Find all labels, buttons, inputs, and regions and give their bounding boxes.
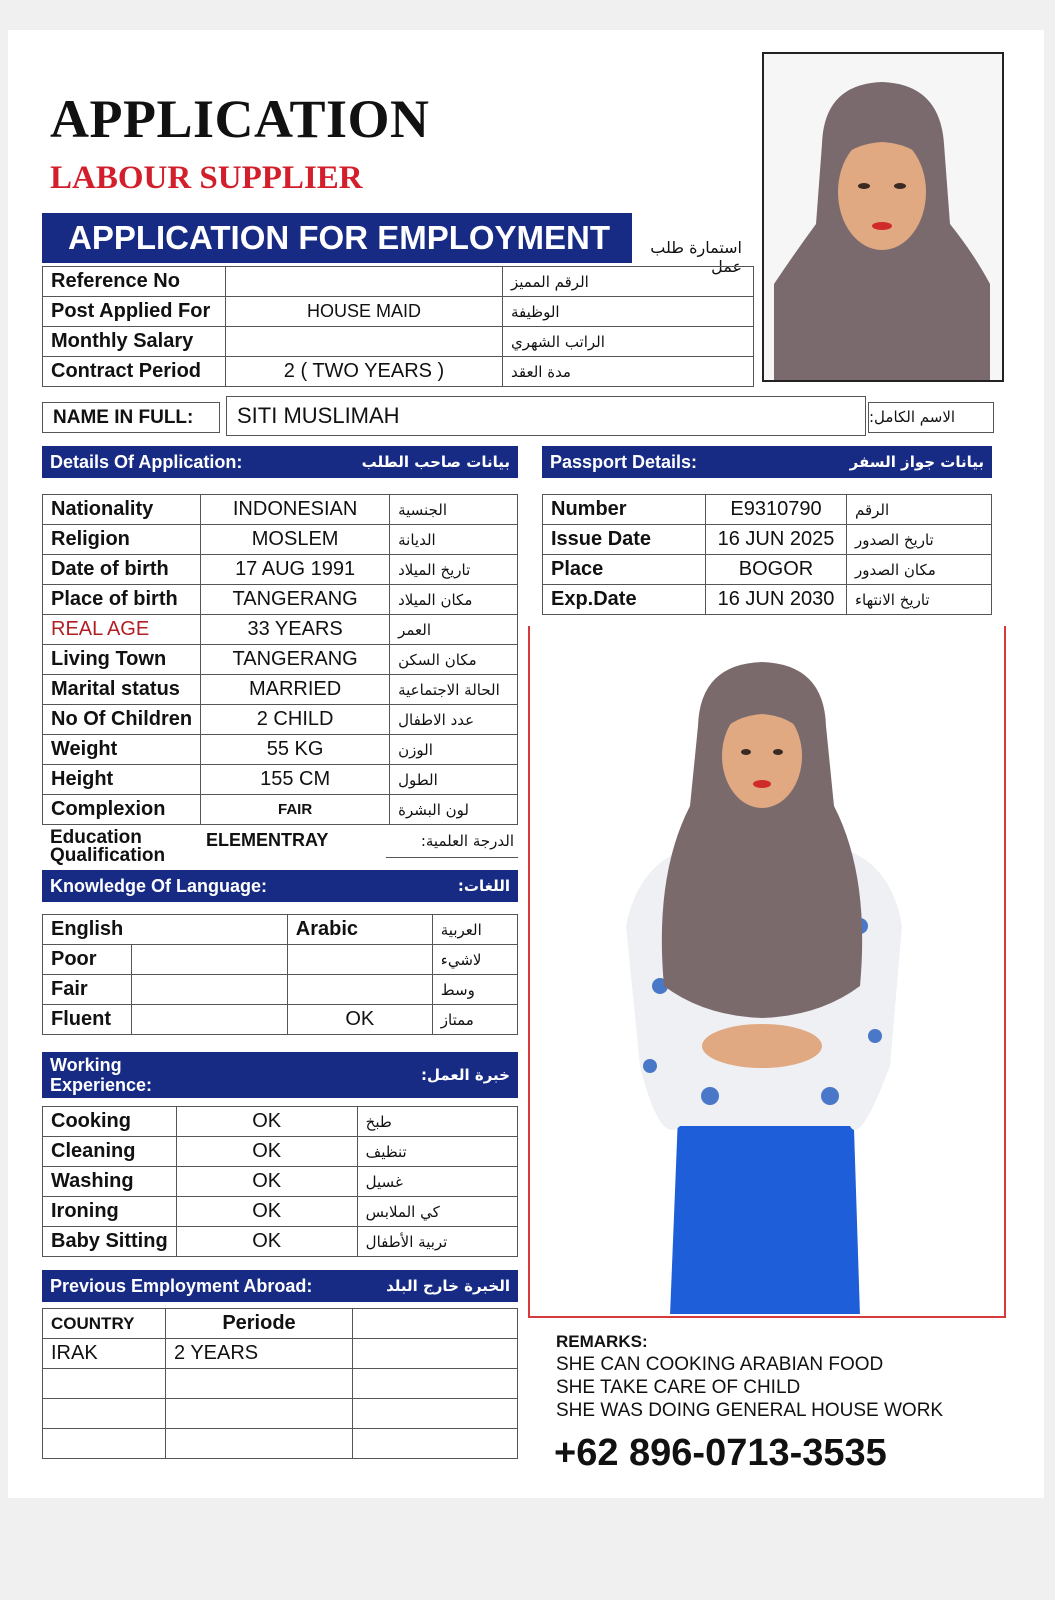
table-row bbox=[43, 495, 518, 525]
marital-label: Marital status bbox=[43, 675, 201, 705]
remarks-line: SHE CAN COOKING ARABIAN FOOD bbox=[556, 1354, 884, 1375]
age-value: 33 YEARS bbox=[201, 615, 390, 645]
age-label-ar: العمر bbox=[390, 615, 518, 645]
table-row bbox=[43, 1005, 518, 1035]
children-label-ar: عدد الاطفال bbox=[390, 705, 518, 735]
complexion-value: FAIR bbox=[201, 795, 390, 825]
ironing-label: Ironing bbox=[43, 1197, 177, 1227]
weight-value: 55 KG bbox=[201, 735, 390, 765]
lang-fair-english bbox=[132, 975, 288, 1005]
country-col: COUNTRY bbox=[43, 1309, 166, 1339]
salary-label: Monthly Salary bbox=[43, 327, 226, 357]
issue-place-label: Place bbox=[543, 555, 706, 585]
cleaning-label-ar: تنظيف bbox=[357, 1137, 517, 1167]
issue-place-value: BOGOR bbox=[706, 555, 847, 585]
previous-extra-col bbox=[353, 1309, 518, 1339]
lang-fluent-ar: ممتاز bbox=[432, 1005, 517, 1035]
table-row bbox=[43, 555, 518, 585]
remarks-line: SHE WAS DOING GENERAL HOUSE WORK bbox=[556, 1400, 944, 1421]
salary-label-ar: الراتب الشهري bbox=[503, 327, 754, 357]
lang-poor-ar: لاشيء bbox=[432, 945, 517, 975]
passport-number-label-ar: الرقم bbox=[847, 495, 992, 525]
employment-banner: APPLICATION FOR EMPLOYMENT bbox=[42, 213, 632, 263]
previous-employment-table bbox=[42, 1308, 518, 1459]
post-value: HOUSE MAID bbox=[226, 297, 503, 327]
living-town-label: Living Town bbox=[43, 645, 201, 675]
details-table bbox=[42, 494, 518, 825]
employment-banner-ar: استمارة طلب عمل bbox=[650, 238, 742, 276]
experience-header-line2: Experience: bbox=[50, 1075, 153, 1095]
contract-label: Contract Period bbox=[43, 357, 226, 387]
lang-fair-label: Fair bbox=[43, 975, 132, 1005]
passport-header-label: Passport Details: bbox=[550, 451, 698, 472]
table-row bbox=[43, 1399, 518, 1429]
exp-date-label-ar: تاريخ الانتهاء bbox=[847, 585, 992, 615]
washing-value: OK bbox=[176, 1167, 357, 1197]
marital-label-ar: الحالة الاجتماعية bbox=[390, 675, 518, 705]
table-row bbox=[43, 765, 518, 795]
education-label-line2: Qualification bbox=[50, 845, 166, 866]
living-town-label-ar: مكان السكن bbox=[390, 645, 518, 675]
cooking-value: OK bbox=[176, 1107, 357, 1137]
details-header-ar: بيانات صاحب الطلب bbox=[361, 453, 510, 471]
previous-country-value: IRAK bbox=[43, 1339, 166, 1369]
lang-poor-english bbox=[132, 945, 288, 975]
table-row bbox=[43, 615, 518, 645]
height-value: 155 CM bbox=[201, 765, 390, 795]
religion-value: MOSLEM bbox=[201, 525, 390, 555]
lang-poor-arabic bbox=[287, 945, 432, 975]
table-row bbox=[543, 525, 992, 555]
children-value: 2 CHILD bbox=[201, 705, 390, 735]
table-row bbox=[43, 1227, 518, 1257]
issue-date-label-ar: تاريخ الصدور bbox=[847, 525, 992, 555]
education-label-ar: الدرجة العلمية: bbox=[420, 832, 514, 850]
table-row bbox=[43, 267, 754, 297]
table-row bbox=[43, 1197, 518, 1227]
lang-fluent-english bbox=[132, 1005, 288, 1035]
baby-sitting-label: Baby Sitting bbox=[43, 1227, 177, 1257]
nationality-label: Nationality bbox=[43, 495, 201, 525]
language-table bbox=[42, 914, 518, 1035]
complexion-label-ar: لون البشرة bbox=[390, 795, 518, 825]
passport-header bbox=[542, 446, 992, 478]
previous-employment-header bbox=[42, 1270, 518, 1302]
language-english-col: English bbox=[43, 915, 288, 945]
portrait-photo bbox=[762, 52, 1004, 382]
dob-value: 17 AUG 1991 bbox=[201, 555, 390, 585]
empty-cell bbox=[166, 1399, 353, 1429]
language-header-label: Knowledge Of Language: bbox=[50, 875, 268, 896]
lang-fair-ar: وسط bbox=[432, 975, 517, 1005]
empty-cell bbox=[166, 1369, 353, 1399]
table-row bbox=[43, 525, 518, 555]
empty-cell bbox=[166, 1429, 353, 1459]
remarks-heading: REMARKS: bbox=[556, 1332, 648, 1351]
details-header-label: Details Of Application: bbox=[50, 451, 243, 472]
contract-value: 2 ( TWO YEARS ) bbox=[226, 357, 503, 387]
table-row bbox=[43, 327, 754, 357]
cooking-label: Cooking bbox=[43, 1107, 177, 1137]
passport-table bbox=[542, 494, 992, 615]
table-row bbox=[543, 555, 992, 585]
exp-date-label: Exp.Date bbox=[543, 585, 706, 615]
reference-value bbox=[226, 267, 503, 297]
table-row bbox=[43, 1369, 518, 1399]
exp-date-value: 16 JUN 2030 bbox=[706, 585, 847, 615]
empty-cell bbox=[353, 1369, 518, 1399]
language-arabic-col: Arabic bbox=[287, 915, 432, 945]
experience-header bbox=[42, 1052, 518, 1098]
ironing-value: OK bbox=[176, 1197, 357, 1227]
baby-sitting-value: OK bbox=[176, 1227, 357, 1257]
periode-col: Periode bbox=[166, 1309, 353, 1339]
post-label-ar: الوظيفة bbox=[503, 297, 754, 327]
table-row bbox=[43, 735, 518, 765]
dob-label: Date of birth bbox=[43, 555, 201, 585]
lang-fluent-label: Fluent bbox=[43, 1005, 132, 1035]
issue-place-label-ar: مكان الصدور bbox=[847, 555, 992, 585]
education-value: ELEMENTRAY bbox=[206, 830, 329, 850]
previous-period-value: 2 YEARS bbox=[166, 1339, 353, 1369]
language-arabic-col-ar: العربية bbox=[432, 915, 517, 945]
table-row bbox=[43, 1167, 518, 1197]
ironing-label-ar: كي الملابس bbox=[357, 1197, 517, 1227]
full-name-label: NAME IN FULL: bbox=[42, 402, 220, 433]
table-row bbox=[43, 297, 754, 327]
contract-label-ar: مدة العقد bbox=[503, 357, 754, 387]
age-label: REAL AGE bbox=[43, 615, 201, 645]
living-town-value: TANGERANG bbox=[201, 645, 390, 675]
details-header bbox=[42, 446, 518, 478]
issue-date-label: Issue Date bbox=[543, 525, 706, 555]
phone-number: +62 896-0713-3535 bbox=[554, 1432, 887, 1474]
application-sheet bbox=[8, 30, 1044, 1498]
full-name-label-ar: الاسم الكامل: bbox=[868, 402, 994, 433]
previous-employment-header-ar: الخبرة خارج البلد bbox=[386, 1277, 510, 1295]
cooking-label-ar: طبخ bbox=[357, 1107, 517, 1137]
dob-label-ar: تاريخ الميلاد bbox=[390, 555, 518, 585]
table-row bbox=[43, 1107, 518, 1137]
language-header-ar: اللغات: bbox=[457, 877, 510, 895]
education-label bbox=[50, 829, 165, 865]
experience-header-line1: Working bbox=[50, 1055, 122, 1075]
empty-cell bbox=[43, 1429, 166, 1459]
cleaning-label: Cleaning bbox=[43, 1137, 177, 1167]
reference-label: Reference No bbox=[43, 267, 226, 297]
lang-fluent-arabic: OK bbox=[287, 1005, 432, 1035]
previous-employment-header-label: Previous Employment Abroad: bbox=[50, 1275, 313, 1296]
weight-label-ar: الوزن bbox=[390, 735, 518, 765]
complexion-label: Complexion bbox=[43, 795, 201, 825]
children-label: No Of Children bbox=[43, 705, 201, 735]
empty-cell bbox=[43, 1399, 166, 1429]
passport-number-label: Number bbox=[543, 495, 706, 525]
religion-label-ar: الديانة bbox=[390, 525, 518, 555]
height-label-ar: الطول bbox=[390, 765, 518, 795]
table-row bbox=[43, 945, 518, 975]
empty-cell bbox=[43, 1369, 166, 1399]
height-label: Height bbox=[43, 765, 201, 795]
empty-cell bbox=[353, 1429, 518, 1459]
pob-label: Place of birth bbox=[43, 585, 201, 615]
experience-table bbox=[42, 1106, 518, 1257]
job-info-table bbox=[42, 266, 754, 387]
passport-header-ar: بيانات جواز السفر bbox=[849, 453, 984, 471]
page-subtitle: LABOUR SUPPLIER bbox=[50, 160, 363, 196]
experience-header-label bbox=[50, 1055, 152, 1095]
passport-number-value: E9310790 bbox=[706, 495, 847, 525]
table-row bbox=[43, 585, 518, 615]
empty-cell bbox=[353, 1399, 518, 1429]
lang-fair-arabic bbox=[287, 975, 432, 1005]
remarks-line: SHE TAKE CARE OF CHILD bbox=[556, 1377, 801, 1398]
page-title: APPLICATION bbox=[50, 89, 430, 149]
religion-label: Religion bbox=[43, 525, 201, 555]
nationality-label-ar: الجنسية bbox=[390, 495, 518, 525]
pob-label-ar: مكان الميلاد bbox=[390, 585, 518, 615]
post-label: Post Applied For bbox=[43, 297, 226, 327]
previous-extra-value bbox=[353, 1339, 518, 1369]
nationality-value: INDONESIAN bbox=[201, 495, 390, 525]
table-row bbox=[43, 1137, 518, 1167]
reference-label-ar: الرقم المميز bbox=[503, 267, 754, 297]
marital-value: MARRIED bbox=[201, 675, 390, 705]
table-row bbox=[43, 915, 518, 945]
full-body-photo bbox=[528, 626, 1006, 1318]
table-row bbox=[43, 675, 518, 705]
education-label-line1: Education bbox=[50, 827, 142, 848]
washing-label-ar: غسيل bbox=[357, 1167, 517, 1197]
table-row bbox=[43, 1339, 518, 1369]
cleaning-value: OK bbox=[176, 1137, 357, 1167]
language-header bbox=[42, 870, 518, 902]
table-row bbox=[43, 645, 518, 675]
remarks bbox=[556, 1330, 943, 1422]
baby-sitting-label-ar: تربية الأطفال bbox=[357, 1227, 517, 1257]
table-row bbox=[43, 357, 754, 387]
weight-label: Weight bbox=[43, 735, 201, 765]
experience-header-ar: خبرة العمل: bbox=[420, 1066, 510, 1084]
lang-poor-label: Poor bbox=[43, 945, 132, 975]
issue-date-value: 16 JUN 2025 bbox=[706, 525, 847, 555]
washing-label: Washing bbox=[43, 1167, 177, 1197]
table-row bbox=[43, 1429, 518, 1459]
table-row bbox=[543, 495, 992, 525]
table-row bbox=[43, 1309, 518, 1339]
table-row bbox=[43, 975, 518, 1005]
pob-value: TANGERANG bbox=[201, 585, 390, 615]
salary-value bbox=[226, 327, 503, 357]
table-row bbox=[43, 705, 518, 735]
education-divider bbox=[386, 857, 518, 858]
table-row bbox=[43, 795, 518, 825]
full-name-value: SITI MUSLIMAH bbox=[226, 396, 866, 436]
table-row bbox=[543, 585, 992, 615]
